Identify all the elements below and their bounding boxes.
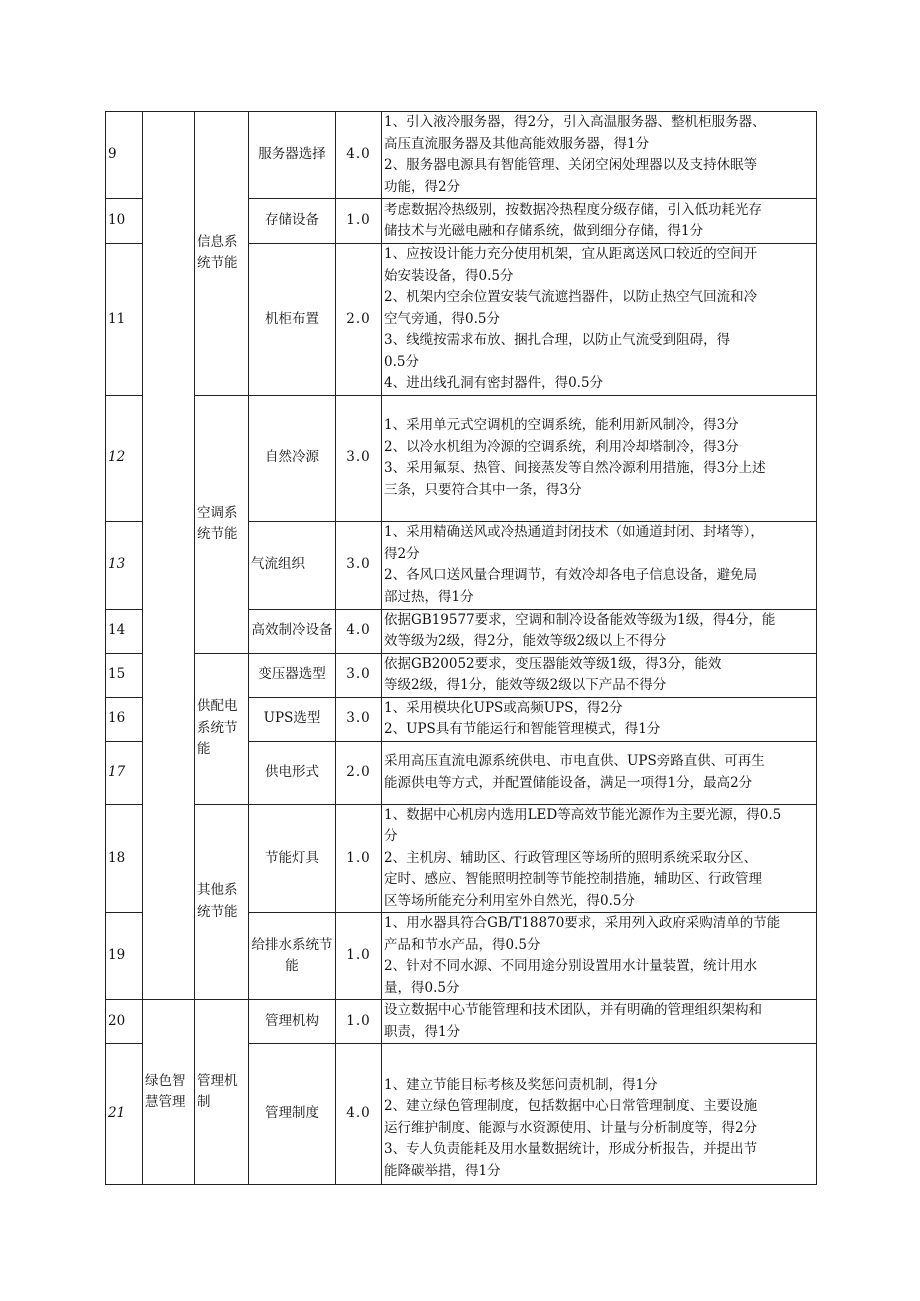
- row-number: 16: [106, 697, 143, 741]
- item-score: 3.0: [336, 395, 382, 521]
- item-name: 管理制度: [249, 1044, 336, 1185]
- item-name: 供电形式: [249, 741, 336, 804]
- item-name: 给排水系统节能: [249, 913, 336, 1000]
- item-score: 3.0: [336, 697, 382, 741]
- category-green-management: 绿色智慧管理: [143, 1000, 195, 1185]
- item-score: 3.0: [336, 521, 382, 609]
- group-power: 供配电系统节能: [195, 653, 249, 804]
- item-criteria: 1、采用单元式空调机的空调系统，能利用新风制冷，得3分 2、以冷水机组为冷源的空调系统，利用冷却塔制冷，得3分 3、采用氟泵、热管、间接蒸发等自然冷源利用措施，得3分上述 三条，只要符合其中一条，得3分: [382, 395, 817, 521]
- item-criteria: 依据GB19577要求，空调和制冷设备能效等级为1级，得4分，能 效等级为2级，得2分，能效等级2级以上不得分: [382, 609, 817, 653]
- item-criteria: 采用高压直流电源系统供电、市电直供、UPS旁路直供、可再生 能源供电等方式，并配置储能设备，满足一项得1分，最高2分: [382, 741, 817, 804]
- group-ac: 空调系统节能: [195, 395, 249, 653]
- table-row: [106, 804, 817, 913]
- row-number: 20: [106, 1000, 143, 1044]
- scoring-table: [105, 111, 817, 1185]
- row-number: 18: [106, 804, 143, 913]
- item-score: 1.0: [336, 913, 382, 1000]
- item-criteria: 1、用水器具符合GB/T18870要求，采用列入政府采购清单的节能 产品和节水产品，得0.5分 2、针对不同水源、不同用途分别设置用水计量装置，统计用水 量，得0.5分: [382, 913, 817, 1000]
- row-number: 17: [106, 741, 143, 804]
- table-row: [106, 653, 817, 697]
- row-number: 11: [106, 244, 143, 396]
- item-score: 1.0: [336, 199, 382, 244]
- item-score: 4.0: [336, 112, 382, 199]
- item-score: 1.0: [336, 804, 382, 913]
- item-name: 服务器选择: [249, 112, 336, 199]
- item-criteria: 1、应按设计能力充分使用机架，宜从距离送风口较近的空间开 始安装设备，得0.5分 2、机架内空余位置安装气流遮挡器件，以防止热空气回流和冷 空气旁通，得0.5分 3、线缆按需求布放、捆扎合理，以防止气流受到阻碍，得 0.5分 4、进出线孔洞有密封器件，得0.5分: [382, 244, 817, 396]
- row-number: 14: [106, 609, 143, 653]
- row-number: 15: [106, 653, 143, 697]
- item-criteria: 设立数据中心节能管理和技术团队，并有明确的管理组织架构和 职责，得1分: [382, 1000, 817, 1044]
- table-row: [106, 395, 817, 521]
- row-number: 13: [106, 521, 143, 609]
- item-criteria: 考虑数据冷热级别，按数据冷热程度分级存储，引入低功耗光存 储技术与光磁电融和存储系统，做到细分存储，得1分: [382, 199, 817, 244]
- item-score: 2.0: [336, 244, 382, 396]
- item-score: 4.0: [336, 609, 382, 653]
- row-number: 12: [106, 395, 143, 521]
- item-name: 节能灯具: [249, 804, 336, 913]
- item-score: 1.0: [336, 1000, 382, 1044]
- item-name: 自然冷源: [249, 395, 336, 521]
- item-name: UPS选型: [249, 697, 336, 741]
- group-mgmt: 管理机制: [195, 1000, 249, 1185]
- table-row: [106, 1000, 817, 1044]
- row-number: 19: [106, 913, 143, 1000]
- item-criteria: 1、数据中心机房内选用LED等高效节能光源作为主要光源，得0.5 分 2、主机房、辅助区、行政管理区等场所的照明系统采取分区、 定时、感应、智能照明控制等节能控制措施，辅助区、行政管理 区等场所能充分利用室外自然光，得0.5分: [382, 804, 817, 913]
- row-number: 9: [106, 112, 143, 199]
- item-name: 高效制冷设备: [249, 609, 336, 653]
- table-row: [106, 112, 817, 199]
- group-other: 其他系统节能: [195, 804, 249, 1000]
- item-score: 3.0: [336, 653, 382, 697]
- item-name: 存储设备: [249, 199, 336, 244]
- item-name: 气流组织: [249, 521, 336, 609]
- item-criteria: 1、建立节能目标考核及奖惩问责机制，得1分 2、建立绿色管理制度，包括数据中心日常管理制度、主要设施 运行维护制度、能源与水资源使用、计量与分析制度等，得2分 3、专人负责能耗及用水量数据统计，形成分析报告，并提出节 能降碳举措，得1分: [382, 1044, 817, 1185]
- item-criteria: 1、采用模块化UPS或高频UPS，得2分 2、UPS具有节能运行和智能管理模式，得1分: [382, 697, 817, 741]
- category-cell-top: [143, 112, 195, 1000]
- item-name: 变压器选型: [249, 653, 336, 697]
- item-score: 4.0: [336, 1044, 382, 1185]
- row-number: 10: [106, 199, 143, 244]
- item-criteria: 1、采用精确送风或冷热通道封闭技术（如通道封闭、封堵等）， 得2分 2、各风口送风量合理调节，有效冷却各电子信息设备，避免局 部过热，得1分: [382, 521, 817, 609]
- item-name: 机柜布置: [249, 244, 336, 396]
- item-score: 2.0: [336, 741, 382, 804]
- item-criteria: 1、引入液冷服务器，得2分，引入高温服务器、整机柜服务器、 高压直流服务器及其他高能效服务器，得1分 2、服务器电源具有智能管理、关闭空闲处理器以及支持休眠等 功能，得2分: [382, 112, 817, 199]
- row-number: 21: [106, 1044, 143, 1185]
- item-criteria: 依据GB20052要求，变压器能效等级1级，得3分，能效 等级2级，得1分，能效等级2级以下产品不得分: [382, 653, 817, 697]
- item-name: 管理机构: [249, 1000, 336, 1044]
- group-info: 信息系统节能: [195, 112, 249, 396]
